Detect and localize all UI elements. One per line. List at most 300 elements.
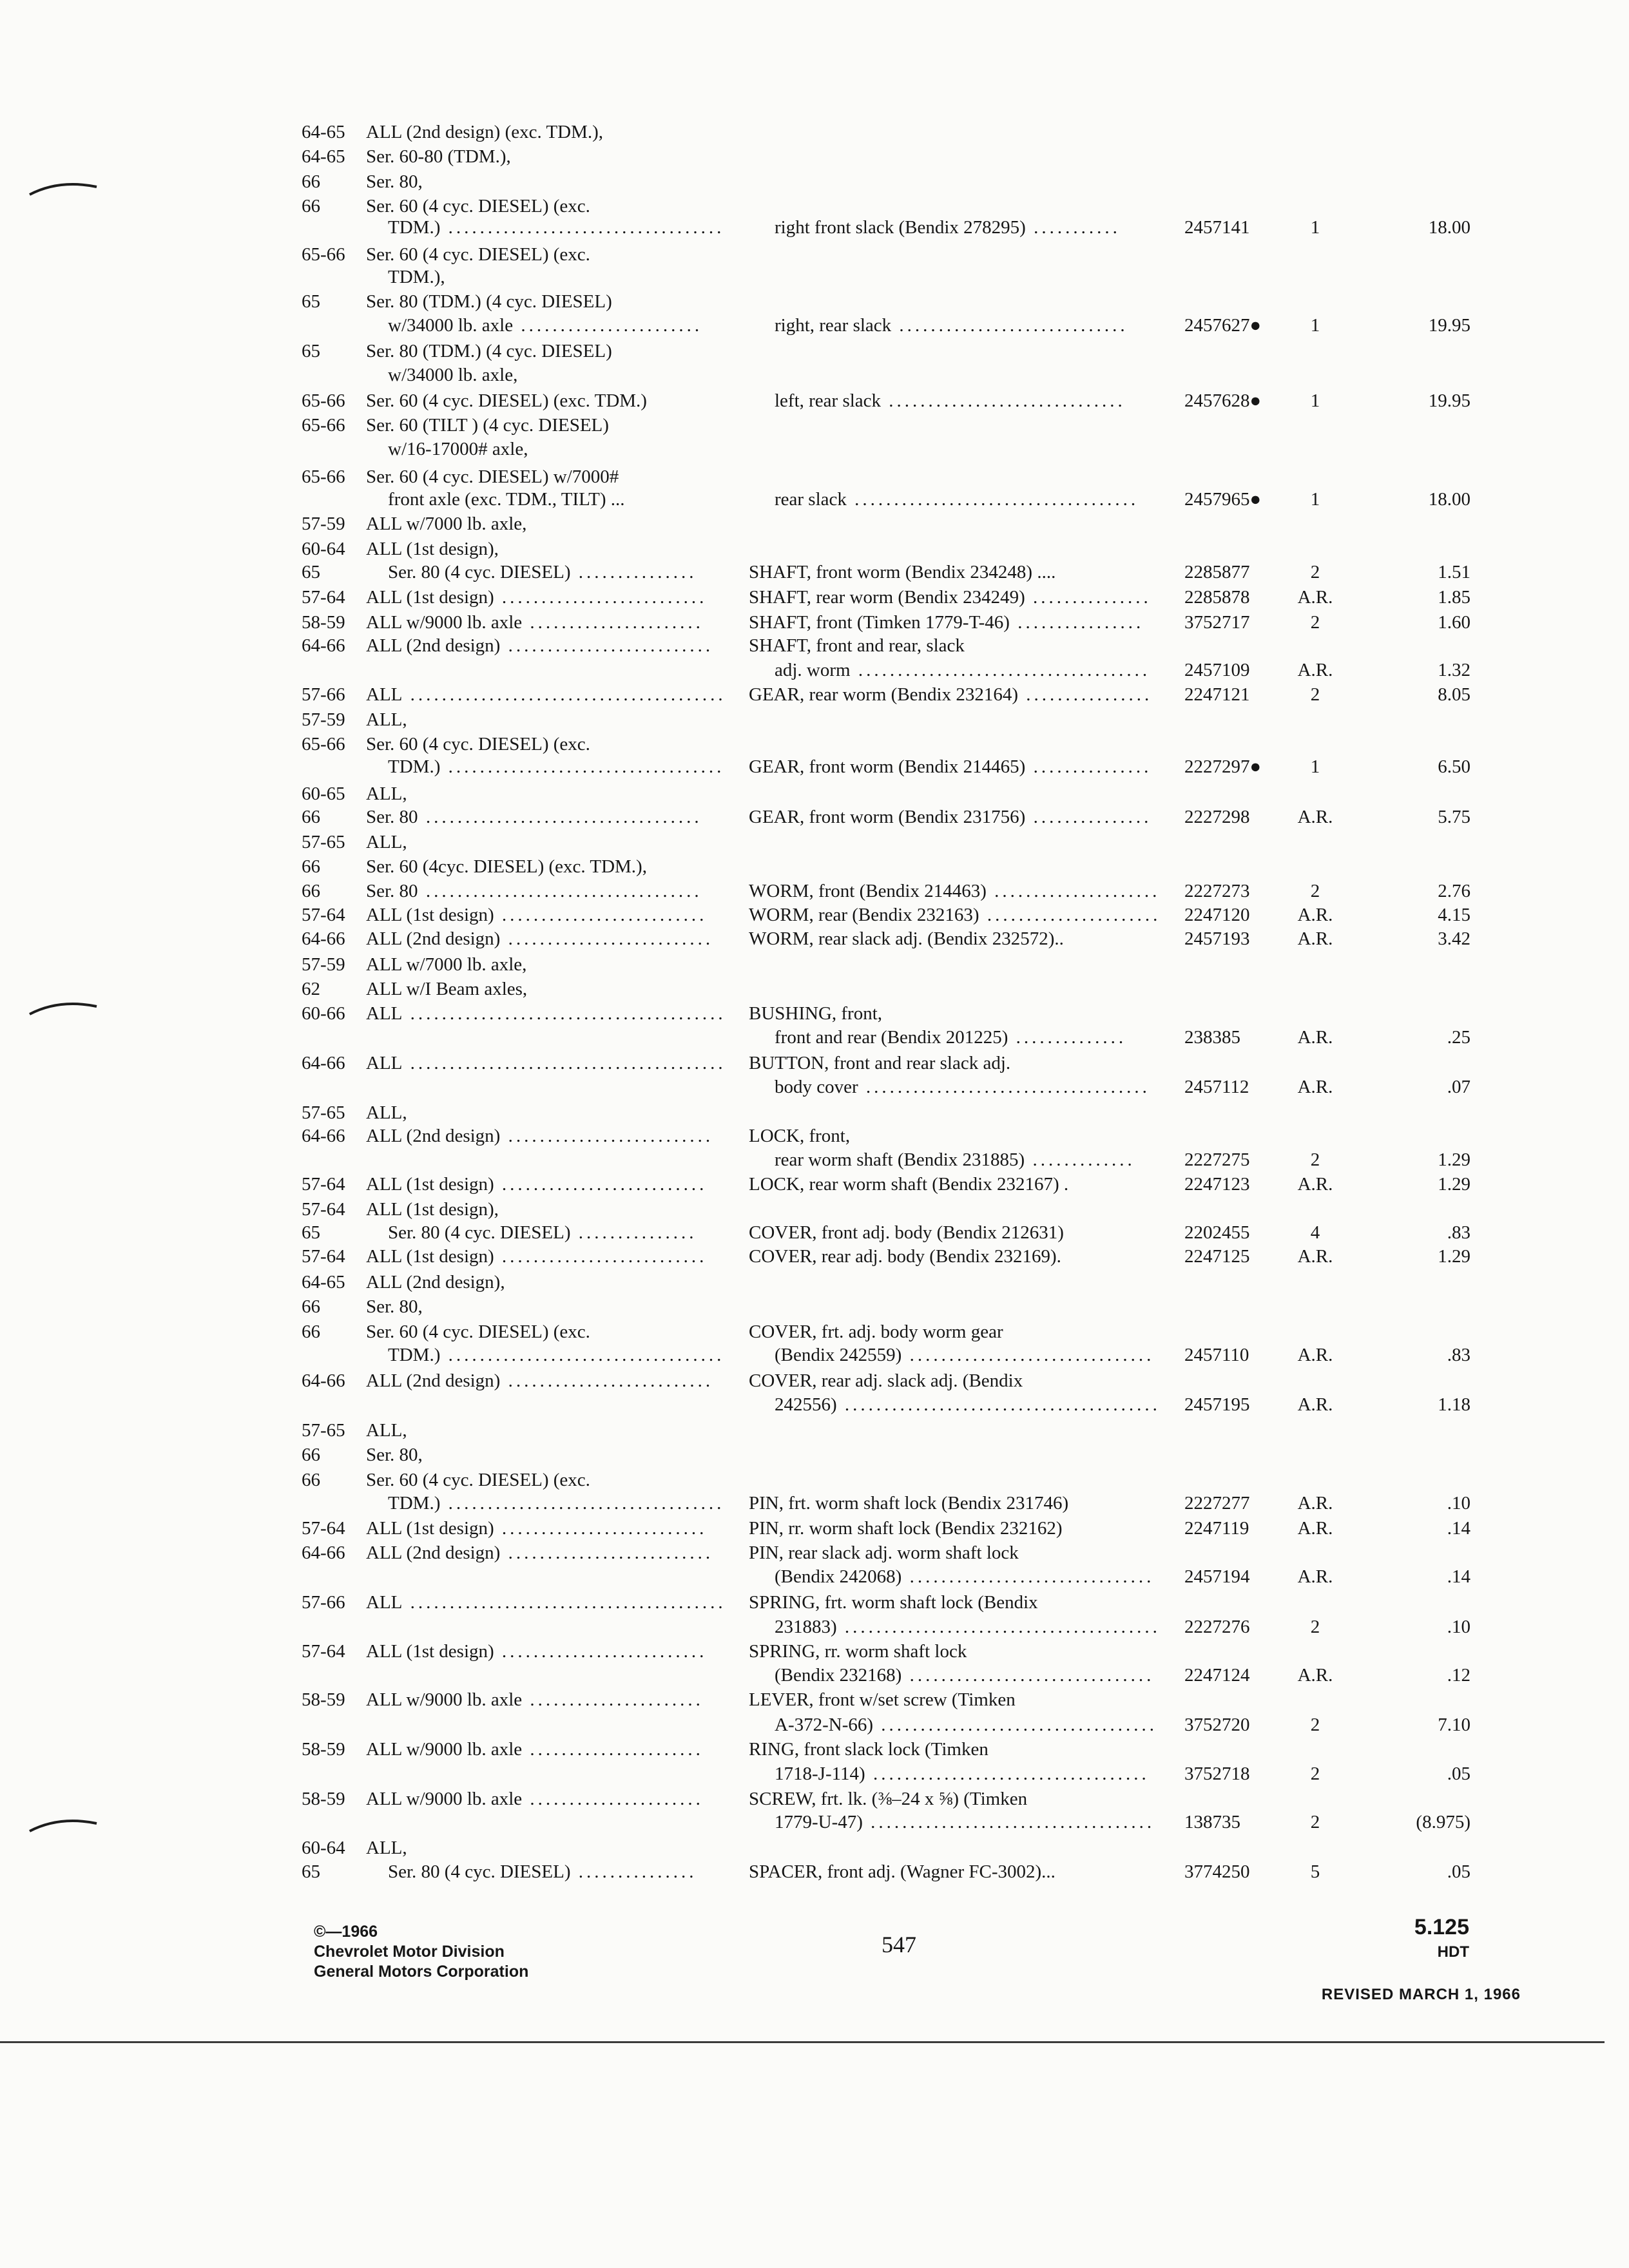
model-application: Ser. 60 (4 cyc. DIESEL) (exc. TDM.) xyxy=(366,390,647,411)
part-number: 2247120 xyxy=(1184,905,1250,925)
list-price: 1.29 xyxy=(1438,1246,1470,1267)
model-application: ALL w/7000 lb. axle, xyxy=(366,954,527,975)
model-application: ALL w/9000 lb. axle ...................... xyxy=(366,1689,704,1710)
part-number: 2227275 xyxy=(1184,1149,1250,1170)
part-number: 3774250 xyxy=(1184,1861,1250,1882)
dot-leader: ............... xyxy=(1025,807,1152,827)
model-application: Ser. 60 (4cyc. DIESEL) (exc. TDM.), xyxy=(366,856,647,877)
model-year: 57-64 xyxy=(302,1518,345,1539)
list-price: 1.29 xyxy=(1438,1149,1470,1170)
part-description: body cover .................................... xyxy=(775,1077,1150,1097)
dot-leader: ............... xyxy=(570,1222,697,1243)
part-description: (Bendix 242068) ............................... xyxy=(775,1566,1155,1587)
part-description: rear slack .................................... xyxy=(775,489,1139,510)
list-price: 3.42 xyxy=(1438,928,1470,949)
dot-leader: ..................... xyxy=(986,881,1161,901)
model-year: 66 xyxy=(302,196,320,216)
model-application: ALL ........................................ xyxy=(366,1592,726,1613)
model-year: 64-66 xyxy=(302,1370,345,1391)
model-application: TDM.) ................................... xyxy=(388,1345,725,1365)
part-number: 2457627● xyxy=(1184,315,1262,336)
list-price: 18.00 xyxy=(1428,489,1470,510)
model-application: ALL w/I Beam axles, xyxy=(366,979,528,999)
dot-leader: ........................................ xyxy=(836,1617,1161,1637)
part-number: 2457110 xyxy=(1184,1345,1249,1365)
model-year: 57-59 xyxy=(302,709,345,730)
dot-leader: .......................... xyxy=(494,1246,708,1267)
model-year: 57-66 xyxy=(302,684,345,705)
model-year: 66 xyxy=(302,171,320,192)
part-description: WORM, rear slack adj. (Bendix 232572).. xyxy=(749,928,1064,949)
model-year: 65-66 xyxy=(302,244,345,265)
dot-leader: ............................. xyxy=(891,315,1128,336)
dot-leader: ..................................... xyxy=(850,660,1151,680)
model-year: 58-59 xyxy=(302,1739,345,1760)
model-year: 57-64 xyxy=(302,1174,345,1195)
part-number: 2247123 xyxy=(1184,1174,1250,1195)
model-application: ALL ........................................ xyxy=(366,684,726,705)
quantity: 1 xyxy=(1310,217,1320,238)
dot-leader: ................................... xyxy=(873,1715,1158,1735)
model-application: ALL (2nd design) .......................... xyxy=(366,1126,714,1146)
dot-leader: ............... xyxy=(1025,756,1152,777)
model-application: Ser. 80 (4 cyc. DIESEL) ............... xyxy=(388,562,697,582)
model-year: 66 xyxy=(302,1321,320,1342)
model-year: 57-66 xyxy=(302,1592,345,1613)
quantity: A.R. xyxy=(1297,1345,1333,1365)
model-year: 66 xyxy=(302,807,320,827)
model-application: ALL (2nd design) .......................... xyxy=(366,1370,714,1391)
model-year: 65 xyxy=(302,1222,320,1243)
quantity: 2 xyxy=(1310,881,1320,901)
dot-leader: ............... xyxy=(1025,587,1152,608)
publisher-block xyxy=(314,1922,528,1982)
model-application: Ser. 60 (4 cyc. DIESEL) (exc. xyxy=(366,1321,590,1342)
model-application: Ser. 80, xyxy=(366,1296,423,1317)
part-description: RING, front slack lock (Timken xyxy=(749,1739,988,1760)
dot-leader: ............................... xyxy=(901,1566,1155,1587)
part-description: GEAR, front worm (Bendix 231756) ............... xyxy=(749,807,1152,827)
part-number: 2457194 xyxy=(1184,1566,1250,1587)
dot-leader: ................................... xyxy=(440,1345,725,1365)
dot-leader: ................................... xyxy=(440,756,725,777)
part-number: 2457141 xyxy=(1184,217,1250,238)
list-price: .83 xyxy=(1447,1222,1470,1243)
dot-leader: ........................................ xyxy=(402,1003,726,1024)
quantity: A.R. xyxy=(1297,660,1333,680)
model-year: 58-59 xyxy=(302,1789,345,1809)
list-price: 4.15 xyxy=(1438,905,1470,925)
model-application: ALL w/7000 lb. axle, xyxy=(366,514,527,534)
part-number: 2285877 xyxy=(1184,562,1250,582)
part-description: SHAFT, rear worm (Bendix 234249) ............... xyxy=(749,587,1152,608)
model-year: 65-66 xyxy=(302,415,345,436)
model-application: ALL w/9000 lb. axle ...................... xyxy=(366,612,704,633)
list-price: 1.51 xyxy=(1438,562,1470,582)
part-description: WORM, rear (Bendix 232163) ...................... xyxy=(749,905,1161,925)
dot-leader: .................................... xyxy=(858,1077,1150,1097)
quantity: 1 xyxy=(1310,489,1320,510)
part-number: 2227298 xyxy=(1184,807,1250,827)
part-number: 2247124 xyxy=(1184,1665,1250,1686)
model-application: ALL w/9000 lb. axle ...................... xyxy=(366,1739,704,1760)
model-application: ALL, xyxy=(366,1102,407,1123)
model-year: 65 xyxy=(302,1861,320,1882)
model-application: ALL (2nd design) .......................... xyxy=(366,928,714,949)
model-application: Ser. 60 (4 cyc. DIESEL) (exc. xyxy=(366,244,590,265)
model-year: 65 xyxy=(302,291,320,312)
model-application: TDM.) ................................... xyxy=(388,1493,725,1514)
model-application: ALL (1st design) .......................... xyxy=(366,905,708,925)
model-application: front axle (exc. TDM., TILT) ... xyxy=(388,489,625,510)
list-price: 1.18 xyxy=(1438,1394,1470,1415)
quantity: A.R. xyxy=(1297,1394,1333,1415)
model-year: 65 xyxy=(302,562,320,582)
model-year: 64-66 xyxy=(302,1126,345,1146)
part-description: SHAFT, front (Timken 1779-T-46) ................ xyxy=(749,612,1144,633)
list-price: .83 xyxy=(1447,1345,1470,1365)
model-application: ALL (1st design) .......................... xyxy=(366,1174,708,1195)
model-application: TDM.), xyxy=(388,267,445,287)
quantity: A.R. xyxy=(1297,1027,1333,1048)
model-application: ALL, xyxy=(366,1420,407,1441)
model-year: 65 xyxy=(302,341,320,361)
model-application: TDM.) ................................... xyxy=(388,217,725,238)
dot-leader: ...................... xyxy=(522,1689,704,1710)
part-number: 2457195 xyxy=(1184,1394,1250,1415)
quantity: A.R. xyxy=(1297,1665,1333,1686)
dot-leader: ................ xyxy=(1018,684,1153,705)
list-price: 1.29 xyxy=(1438,1174,1470,1195)
quantity: 2 xyxy=(1310,1763,1320,1784)
list-price: .07 xyxy=(1447,1077,1470,1097)
quantity: 2 xyxy=(1310,1812,1320,1832)
model-application: ALL (1st design) .......................... xyxy=(366,587,708,608)
part-description: right, rear slack ............................. xyxy=(775,315,1128,336)
part-number: 2247119 xyxy=(1184,1518,1249,1539)
part-number: 2227277 xyxy=(1184,1493,1250,1514)
part-description: PIN, frt. worm shaft lock (Bendix 231746) xyxy=(749,1493,1069,1514)
model-year: 66 xyxy=(302,1296,320,1317)
model-year: 57-59 xyxy=(302,514,345,534)
copyright-notice: ©—1966 xyxy=(314,1923,378,1941)
section-code: HDT xyxy=(1437,1943,1469,1961)
quantity: A.R. xyxy=(1297,1566,1333,1587)
dot-leader: ............. xyxy=(1025,1149,1135,1170)
model-year: 65-66 xyxy=(302,466,345,487)
model-year: 57-65 xyxy=(302,1102,345,1123)
model-application: ALL ........................................ xyxy=(366,1053,726,1073)
corporation-name: General Motors Corporation xyxy=(314,1963,529,1981)
part-description: SCREW, frt. lk. (⅜–24 x ⅝) (Timken xyxy=(749,1789,1028,1809)
model-year: 60-66 xyxy=(302,1003,345,1024)
dot-leader: ................................... xyxy=(440,217,725,238)
model-application: Ser. 80, xyxy=(366,1445,423,1465)
dot-leader: ................................... xyxy=(418,807,702,827)
list-price: 6.50 xyxy=(1438,756,1470,777)
model-application: Ser. 60-80 (TDM.), xyxy=(366,146,511,167)
list-price: 2.76 xyxy=(1438,881,1470,901)
model-application: ALL (1st design) .......................... xyxy=(366,1518,708,1539)
part-description: left, rear slack .............................. xyxy=(775,390,1126,411)
list-price: .14 xyxy=(1447,1566,1470,1587)
quantity: A.R. xyxy=(1297,905,1333,925)
dot-leader: .......................... xyxy=(494,1174,708,1195)
model-year: 57-64 xyxy=(302,1199,345,1220)
model-application: Ser. 60 (4 cyc. DIESEL) (exc. xyxy=(366,734,590,754)
part-description: rear worm shaft (Bendix 231885) ............. xyxy=(775,1149,1135,1170)
dot-leader: .......................... xyxy=(500,1370,714,1391)
dot-leader: .................................... xyxy=(862,1812,1155,1832)
part-number: 238385 xyxy=(1184,1027,1240,1048)
dot-leader: ............... xyxy=(570,1861,697,1882)
part-description: 1718-J-114) ................................... xyxy=(775,1763,1150,1784)
part-description: BUTTON, front and rear slack adj. xyxy=(749,1053,1011,1073)
model-application: Ser. 60 (4 cyc. DIESEL) w/7000# xyxy=(366,466,619,487)
model-application: w/16-17000# axle, xyxy=(388,439,528,459)
part-number: 2247121 xyxy=(1184,684,1250,705)
part-description: adj. worm ..................................... xyxy=(775,660,1151,680)
model-application: w/34000 lb. axle ....................... xyxy=(388,315,703,336)
part-description: SPRING, frt. worm shaft lock (Bendix xyxy=(749,1592,1038,1613)
part-number: 2457965● xyxy=(1184,489,1262,510)
part-description: PIN, rr. worm shaft lock (Bendix 232162) xyxy=(749,1518,1063,1539)
model-year: 66 xyxy=(302,856,320,877)
part-number: 2457112 xyxy=(1184,1077,1249,1097)
part-number: 138735 xyxy=(1184,1812,1240,1832)
model-application: ALL (2nd design), xyxy=(366,1272,505,1293)
model-year: 57-59 xyxy=(302,954,345,975)
bottom-rule xyxy=(0,2041,1605,2043)
part-number: 2457193 xyxy=(1184,928,1250,949)
dot-leader: ...................... xyxy=(979,905,1161,925)
dot-leader: .............................. xyxy=(881,390,1126,411)
part-number: 3752718 xyxy=(1184,1763,1250,1784)
model-application: Ser. 60 (4 cyc. DIESEL) (exc. xyxy=(366,196,590,216)
part-number: 2227273 xyxy=(1184,881,1250,901)
part-description: (Bendix 232168) ............................... xyxy=(775,1665,1155,1686)
list-price: 5.75 xyxy=(1438,807,1470,827)
list-price: (8.975) xyxy=(1416,1812,1470,1832)
quantity: 1 xyxy=(1310,315,1320,336)
model-application: ALL (1st design) .......................... xyxy=(366,1641,708,1662)
part-description: COVER, rear adj. body (Bendix 232169). xyxy=(749,1246,1061,1267)
part-number: 2285878 xyxy=(1184,587,1250,608)
model-year: 62 xyxy=(302,979,320,999)
model-year: 64-65 xyxy=(302,122,345,142)
model-year: 64-66 xyxy=(302,1053,345,1073)
revision-date: REVISED MARCH 1, 1966 xyxy=(1321,1986,1521,2003)
dot-leader: .............. xyxy=(1008,1027,1127,1048)
model-year: 58-59 xyxy=(302,1689,345,1710)
quantity: 4 xyxy=(1310,1222,1320,1243)
list-price: 1.32 xyxy=(1438,660,1470,680)
model-year: 57-65 xyxy=(302,832,345,852)
dot-leader: ........................................ xyxy=(402,684,726,705)
quantity: 2 xyxy=(1310,562,1320,582)
model-application: w/34000 lb. axle, xyxy=(388,365,518,385)
model-year: 58-59 xyxy=(302,612,345,633)
model-application: Ser. 60 (TILT ) (4 cyc. DIESEL) xyxy=(366,415,609,436)
model-year: 57-64 xyxy=(302,1246,345,1267)
part-description: GEAR, front worm (Bendix 214465) ............... xyxy=(749,756,1152,777)
part-description: 1779-U-47) .................................... xyxy=(775,1812,1155,1832)
quantity: 2 xyxy=(1310,612,1320,633)
model-year: 64-65 xyxy=(302,1272,345,1293)
part-number: 2457109 xyxy=(1184,660,1250,680)
list-price: 1.60 xyxy=(1438,612,1470,633)
model-application: Ser. 80 ................................... xyxy=(366,807,702,827)
dot-leader: ................................... xyxy=(865,1763,1150,1784)
model-application: ALL (1st design), xyxy=(366,539,499,559)
model-year: 57-64 xyxy=(302,587,345,608)
page-number: 547 xyxy=(882,1932,916,1957)
model-application: Ser. 80 (TDM.) (4 cyc. DIESEL) xyxy=(366,341,612,361)
model-application: ALL (2nd design) .......................... xyxy=(366,1542,714,1563)
dot-leader: ................................... xyxy=(440,1493,725,1514)
part-number: 3752720 xyxy=(1184,1715,1250,1735)
quantity: A.R. xyxy=(1297,1246,1333,1267)
dot-leader: ................................... xyxy=(418,881,702,901)
part-description: WORM, front (Bendix 214463) ..................... xyxy=(749,881,1161,901)
part-description: BUSHING, front, xyxy=(749,1003,883,1024)
model-application: Ser. 60 (4 cyc. DIESEL) (exc. xyxy=(366,1470,590,1490)
model-application: Ser. 80 (4 cyc. DIESEL) ............... xyxy=(388,1222,697,1243)
part-description: LOCK, front, xyxy=(749,1126,851,1146)
list-price: 8.05 xyxy=(1438,684,1470,705)
part-number: 2457628● xyxy=(1184,390,1262,411)
model-year: 66 xyxy=(302,1470,320,1490)
part-number: 2227297● xyxy=(1184,756,1262,777)
quantity: A.R. xyxy=(1297,1174,1333,1195)
model-year: 57-64 xyxy=(302,905,345,925)
part-description: SHAFT, front and rear, slack xyxy=(749,635,965,656)
model-application: ALL ........................................ xyxy=(366,1003,726,1024)
model-application: ALL w/9000 lb. axle ...................... xyxy=(366,1789,704,1809)
quantity: A.R. xyxy=(1297,807,1333,827)
model-year: 65-66 xyxy=(302,390,345,411)
model-year: 66 xyxy=(302,1445,320,1465)
model-year: 57-64 xyxy=(302,1641,345,1662)
part-description: SHAFT, front worm (Bendix 234248) .... xyxy=(749,562,1056,582)
model-year: 60-64 xyxy=(302,1838,345,1858)
part-description: LEVER, front w/set screw (Timken xyxy=(749,1689,1016,1710)
part-description: front and rear (Bendix 201225) .............. xyxy=(775,1027,1127,1048)
section-number: 5.125 xyxy=(1414,1915,1469,1939)
dot-leader: ...................... xyxy=(522,1739,704,1760)
dot-leader: ........... xyxy=(1025,217,1121,238)
dot-leader: .......................... xyxy=(494,1641,708,1662)
quantity: 2 xyxy=(1310,1149,1320,1170)
dot-leader: ........................................ xyxy=(836,1394,1161,1415)
part-description: PIN, rear slack adj. worm shaft lock xyxy=(749,1542,1019,1563)
dot-leader: ............... xyxy=(570,562,697,582)
dot-leader: ...................... xyxy=(522,612,704,633)
dot-leader: ...................... xyxy=(522,1789,704,1809)
dot-leader: .......................... xyxy=(494,905,708,925)
dot-leader: .......................... xyxy=(494,587,708,608)
model-year: 57-65 xyxy=(302,1420,345,1441)
list-price: 19.95 xyxy=(1428,315,1470,336)
model-application: TDM.) ................................... xyxy=(388,756,725,777)
part-description: SPACER, front adj. (Wagner FC-3002)... xyxy=(749,1861,1055,1882)
part-number: 2202455 xyxy=(1184,1222,1250,1243)
quantity: A.R. xyxy=(1297,928,1333,949)
quantity: A.R. xyxy=(1297,1493,1333,1514)
part-description: COVER, rear adj. slack adj. (Bendix xyxy=(749,1370,1023,1391)
quantity: A.R. xyxy=(1297,1518,1333,1539)
model-application: ALL (1st design), xyxy=(366,1199,499,1220)
model-application: ALL, xyxy=(366,783,407,804)
part-description: 231883) ........................................ xyxy=(775,1617,1161,1637)
model-year: 66 xyxy=(302,881,320,901)
part-number: 3752717 xyxy=(1184,612,1250,633)
model-year: 64-65 xyxy=(302,146,345,167)
part-number: 2227276 xyxy=(1184,1617,1250,1637)
dot-leader: ............................... xyxy=(901,1345,1155,1365)
part-description: (Bendix 242559) ............................... xyxy=(775,1345,1155,1365)
dot-leader: ........................................ xyxy=(402,1053,726,1073)
list-price: 18.00 xyxy=(1428,217,1470,238)
list-price: 1.85 xyxy=(1438,587,1470,608)
dot-leader: .......................... xyxy=(500,928,714,949)
list-price: .10 xyxy=(1447,1493,1470,1514)
list-price: 7.10 xyxy=(1438,1715,1470,1735)
dot-leader: .......................... xyxy=(500,1126,714,1146)
part-description: SPRING, rr. worm shaft lock xyxy=(749,1641,967,1662)
model-application: Ser. 80 (4 cyc. DIESEL) ............... xyxy=(388,1861,697,1882)
part-description: COVER, front adj. body (Bendix 212631) xyxy=(749,1222,1064,1243)
part-number: 2247125 xyxy=(1184,1246,1250,1267)
quantity: A.R. xyxy=(1297,587,1333,608)
part-description: COVER, frt. adj. body worm gear xyxy=(749,1321,1003,1342)
model-application: ALL, xyxy=(366,832,407,852)
model-year: 64-66 xyxy=(302,928,345,949)
model-application: ALL, xyxy=(366,1838,407,1858)
list-price: .25 xyxy=(1447,1027,1470,1048)
list-price: .12 xyxy=(1447,1665,1470,1686)
model-year: 64-66 xyxy=(302,635,345,656)
quantity: 2 xyxy=(1310,1617,1320,1637)
model-application: Ser. 80 ................................... xyxy=(366,881,702,901)
division-name: Chevrolet Motor Division xyxy=(314,1943,505,1961)
quantity: 1 xyxy=(1310,756,1320,777)
quantity: 2 xyxy=(1310,684,1320,705)
quantity: 5 xyxy=(1310,1861,1320,1882)
model-application: ALL, xyxy=(366,709,407,730)
list-price: .10 xyxy=(1447,1617,1470,1637)
part-description: GEAR, rear worm (Bendix 232164) ................ xyxy=(749,684,1153,705)
dot-leader: .......................... xyxy=(500,1542,714,1563)
part-description: A-372-N-66) ................................... xyxy=(775,1715,1158,1735)
dot-leader: ................ xyxy=(1009,612,1144,633)
dot-leader: .......................... xyxy=(494,1518,708,1539)
model-application: Ser. 80, xyxy=(366,171,423,192)
dot-leader: ....................... xyxy=(513,315,703,336)
model-application: ALL (1st design) .......................... xyxy=(366,1246,708,1267)
list-price: .05 xyxy=(1447,1861,1470,1882)
quantity: A.R. xyxy=(1297,1077,1333,1097)
model-application: Ser. 80 (TDM.) (4 cyc. DIESEL) xyxy=(366,291,612,312)
dot-leader: .................................... xyxy=(846,489,1139,510)
dot-leader: .......................... xyxy=(500,635,714,656)
model-year: 60-64 xyxy=(302,539,345,559)
quantity: 2 xyxy=(1310,1715,1320,1735)
dot-leader: ............................... xyxy=(901,1665,1155,1686)
part-description: LOCK, rear worm shaft (Bendix 232167) . xyxy=(749,1174,1069,1195)
model-application: ALL (2nd design) .......................... xyxy=(366,635,714,656)
dot-leader: ........................................ xyxy=(402,1592,726,1613)
